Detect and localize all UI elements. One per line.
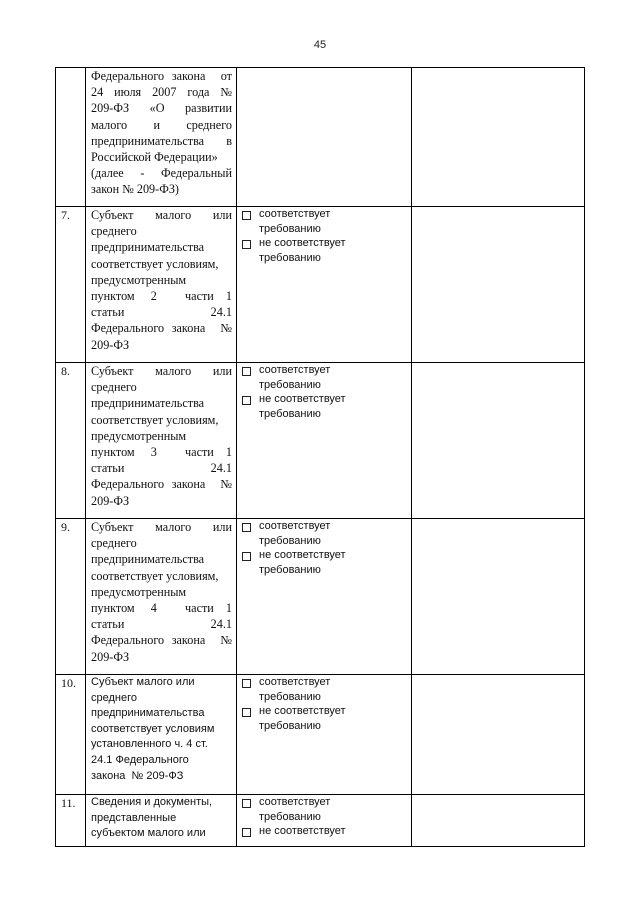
description-line: представленные xyxy=(91,811,177,824)
option-complies[interactable] xyxy=(259,207,407,236)
description-line: закона № 209-ФЗ xyxy=(91,769,184,782)
page-number: 45 xyxy=(313,39,327,51)
table-row xyxy=(56,519,585,675)
description-line: 24.1 Федерального xyxy=(91,753,189,766)
option-label: требованию xyxy=(259,378,321,391)
checkbox[interactable] xyxy=(242,679,251,688)
row-number xyxy=(56,68,86,207)
description-line: 209-ФЗ xyxy=(91,337,130,352)
compliance-options xyxy=(237,519,412,675)
option-label: соответствует xyxy=(259,796,331,808)
description-line: статьи 24.1 xyxy=(91,617,232,632)
description-line: 24 июля 2007 года № xyxy=(91,85,232,100)
option-label: требованию xyxy=(259,690,321,703)
row-number: 11. xyxy=(56,795,86,847)
compliance-options xyxy=(237,363,412,519)
option-label: соответствует xyxy=(259,676,331,688)
option-not-complies[interactable] xyxy=(259,824,407,839)
option-label: не соответствует xyxy=(259,237,346,250)
description-line: предпринимательства xyxy=(91,707,205,720)
criterion-description xyxy=(86,675,237,795)
notes-cell xyxy=(412,68,585,207)
description-line: предусмотренным xyxy=(91,272,187,287)
option-label: соответствует xyxy=(259,208,331,220)
checkbox[interactable] xyxy=(242,396,251,405)
description-line: (далее - Федеральный xyxy=(91,166,232,181)
description-line: предпринимательства xyxy=(91,240,205,255)
notes-cell xyxy=(412,519,585,675)
description-line: закон № 209-ФЗ) xyxy=(91,182,179,197)
option-label: не соответствует xyxy=(259,549,346,562)
option-complies[interactable] xyxy=(259,363,407,392)
notes-cell xyxy=(412,207,585,363)
row-number: 9. xyxy=(56,519,86,675)
description-line: 209-ФЗ xyxy=(91,493,130,508)
description-line: 209-ФЗ «О развитии xyxy=(91,101,232,116)
option-label: требованию xyxy=(259,719,321,732)
description-line: Сведения и документы, xyxy=(91,796,213,808)
description-line: Федерального закона № xyxy=(91,477,232,492)
notes-cell xyxy=(412,675,585,795)
table-row xyxy=(56,207,585,363)
checkbox[interactable] xyxy=(242,708,251,717)
checkbox[interactable] xyxy=(242,240,251,249)
notes-cell xyxy=(412,795,585,847)
option-label: требованию xyxy=(259,810,321,823)
description-line: Субъект малого или xyxy=(91,676,195,688)
description-line: среднего xyxy=(91,380,137,395)
compliance-options xyxy=(237,795,412,847)
compliance-options xyxy=(237,68,412,207)
option-label: требованию xyxy=(259,222,321,235)
table-row xyxy=(56,68,585,207)
option-not-complies[interactable] xyxy=(259,704,407,733)
description-line: Субъект малого или xyxy=(91,364,232,378)
option-label: соответствует xyxy=(259,364,331,376)
description-line: среднего xyxy=(91,536,137,551)
description-line: соответствует условиям xyxy=(91,722,215,735)
option-label: не соответствует xyxy=(259,705,346,718)
description-line: статьи 24.1 xyxy=(91,461,232,476)
description-line: 209-ФЗ xyxy=(91,649,130,664)
checkbox[interactable] xyxy=(242,367,251,376)
description-line: предусмотренным xyxy=(91,584,187,599)
option-label: требованию xyxy=(259,563,321,576)
compliance-options xyxy=(237,675,412,795)
description-line: субъектом малого или xyxy=(91,827,206,840)
row-number: 8. xyxy=(56,363,86,519)
description-line: пунктом 4 части 1 xyxy=(91,601,232,616)
table-row xyxy=(56,363,585,519)
checkbox[interactable] xyxy=(242,799,251,808)
description-line: малого и среднего xyxy=(91,117,232,132)
description-line: среднего xyxy=(91,224,137,239)
row-number: 10. xyxy=(56,675,86,795)
description-line: предпринимательства xyxy=(91,552,205,567)
description-line: среднего xyxy=(91,691,137,704)
description-line: пунктом 2 части 1 xyxy=(91,289,232,304)
criteria-table xyxy=(55,67,585,847)
table-row xyxy=(56,675,585,795)
checkbox[interactable] xyxy=(242,552,251,561)
option-label: не соответствует xyxy=(259,393,346,406)
checkbox[interactable] xyxy=(242,523,251,532)
description-line: Российской Федерации» xyxy=(91,150,218,165)
option-complies[interactable] xyxy=(259,795,407,824)
option-label: требованию xyxy=(259,251,321,264)
option-not-complies[interactable] xyxy=(259,548,407,577)
description-line: соответствует условиям, xyxy=(91,256,219,271)
criterion-description xyxy=(86,519,237,675)
description-line: предпринимательства в xyxy=(91,133,232,148)
notes-cell xyxy=(412,363,585,519)
description-line: соответствует условиям, xyxy=(91,412,219,427)
description-line: предпринимательства xyxy=(91,396,205,411)
criterion-description xyxy=(86,795,237,847)
description-line: Субъект малого или xyxy=(91,520,232,534)
checkbox[interactable] xyxy=(242,211,251,220)
criterion-description xyxy=(86,68,237,207)
option-label: требованию xyxy=(259,534,321,547)
description-line: статьи 24.1 xyxy=(91,305,232,320)
option-label: соответствует xyxy=(259,520,331,532)
checkbox[interactable] xyxy=(242,828,251,837)
criterion-description xyxy=(86,363,237,519)
table-row xyxy=(56,795,585,847)
option-not-complies[interactable] xyxy=(259,392,407,421)
description-line: Субъект малого или xyxy=(91,208,232,222)
criterion-description xyxy=(86,207,237,363)
description-line: предусмотренным xyxy=(91,428,187,443)
option-not-complies[interactable] xyxy=(259,236,407,265)
option-complies[interactable] xyxy=(259,675,407,704)
description-line: Федерального закона № xyxy=(91,633,232,648)
description-line: соответствует условиям, xyxy=(91,568,219,583)
description-line: пунктом 3 части 1 xyxy=(91,445,232,460)
compliance-options xyxy=(237,207,412,363)
row-number: 7. xyxy=(56,207,86,363)
option-label: требованию xyxy=(259,407,321,420)
description-line: Федерального закона № xyxy=(91,321,232,336)
description-line: Федерального закона от xyxy=(91,69,232,83)
description-line: установленного ч. 4 ст. xyxy=(91,738,208,751)
option-complies[interactable] xyxy=(259,519,407,548)
option-label: не соответствует xyxy=(259,825,346,838)
